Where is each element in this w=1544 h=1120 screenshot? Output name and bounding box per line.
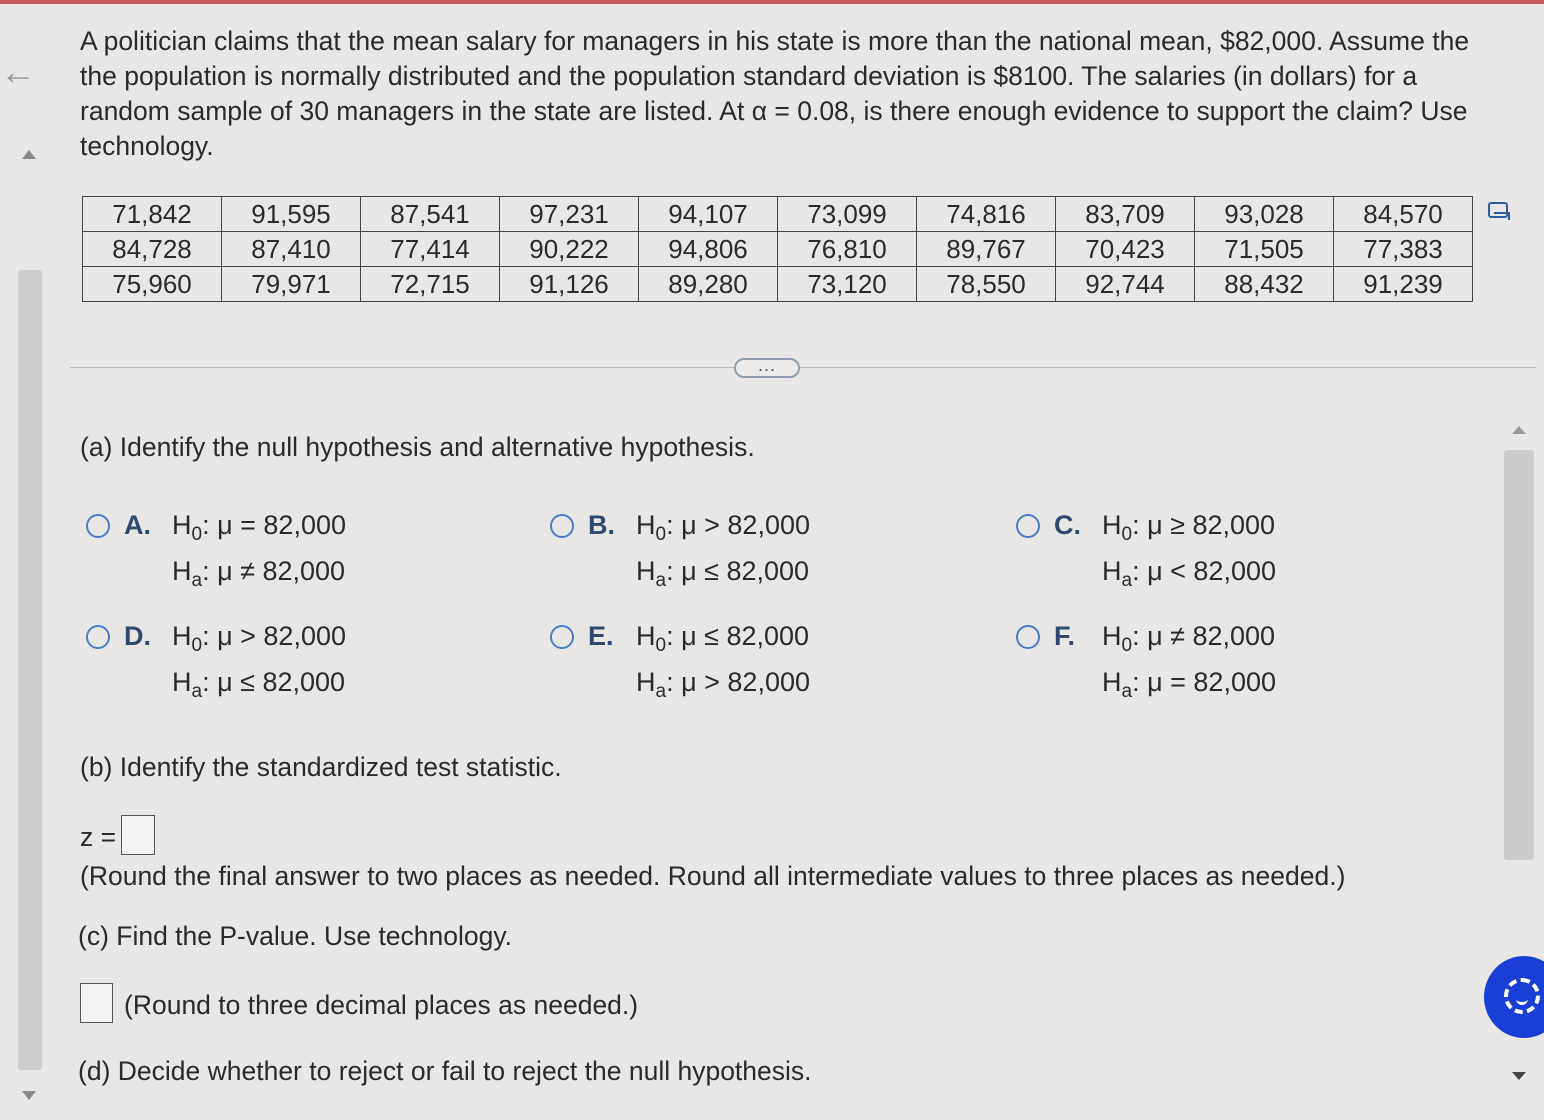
alt-hypothesis-value: μ ≤ 82,000 — [217, 667, 346, 697]
left-scrollbar[interactable] — [12, 150, 40, 1100]
h-symbol: H — [1102, 556, 1122, 586]
back-arrow-icon[interactable]: ← — [0, 51, 36, 92]
option-e[interactable] — [550, 621, 970, 711]
alt-hypothesis: $H_a$: μ < 82,000 — [1102, 556, 1277, 591]
table-cell: 72,715 — [361, 267, 500, 302]
null-hypothesis-value: μ ≤ 82,000 — [681, 621, 810, 651]
part-a-prompt: (a) Identify the null hypothesis and alternative hypothesis. — [80, 432, 755, 462]
part-b-prompt: (b) Identify the standardized test statistic. — [80, 752, 562, 782]
question-line: random sample of 30 managers in the state are listed. At α = 0.08, is there enough evidence to support the claim? Use — [80, 96, 1468, 126]
part-c-note: (Round to three decimal places as needed.) — [124, 990, 639, 1020]
question-line: the population is normally distributed and the population standard deviation is $8100. The salaries (in dollars) for a — [80, 61, 1418, 91]
h-subscript: a — [1121, 570, 1133, 591]
alt-hypothesis-value: μ < 82,000 — [1147, 556, 1277, 586]
option-d[interactable] — [86, 621, 506, 711]
null-hypothesis: $H_0$: μ > 82,000 — [636, 510, 811, 545]
table-cell: 91,126 — [500, 267, 639, 302]
option-letter: C. — [1054, 510, 1081, 540]
null-hypothesis: $H_0$: μ = 82,000 — [172, 510, 347, 545]
expand-more-button[interactable]: ... — [734, 358, 800, 378]
h-subscript: 0 — [1121, 635, 1133, 656]
null-hypothesis-value: μ ≥ 82,000 — [1147, 510, 1276, 540]
h-subscript: 0 — [191, 524, 203, 545]
table-row — [83, 197, 1473, 232]
null-hypothesis-value: μ > 82,000 — [681, 510, 811, 540]
h-symbol: H — [172, 556, 192, 586]
option-letter: D. — [124, 621, 151, 651]
option-b[interactable] — [550, 510, 970, 600]
table-row — [83, 232, 1473, 267]
h-subscript: 0 — [1121, 524, 1133, 545]
h-subscript: 0 — [655, 635, 667, 656]
h-subscript: a — [655, 681, 667, 702]
h-symbol: H — [1102, 667, 1122, 697]
null-hypothesis-value: μ ≠ 82,000 — [1147, 621, 1276, 651]
table-cell: 74,816 — [917, 197, 1056, 232]
table-cell: 94,107 — [639, 197, 778, 232]
scroll-down-icon[interactable] — [1512, 1072, 1526, 1080]
table-cell: 79,971 — [222, 267, 361, 302]
z-label: z = — [80, 822, 117, 852]
salary-data-table — [82, 196, 1473, 302]
option-f[interactable] — [1016, 621, 1436, 711]
table-cell: 91,595 — [222, 197, 361, 232]
alt-hypothesis: $H_a$: μ ≤ 82,000 — [636, 556, 810, 591]
alt-hypothesis: $H_a$: μ = 82,000 — [1102, 667, 1277, 702]
radio-button[interactable] — [86, 625, 110, 649]
null-hypothesis: $H_0$: μ ≤ 82,000 — [636, 621, 810, 656]
alt-hypothesis: $H_a$: μ ≤ 82,000 — [172, 667, 346, 702]
alt-hypothesis-value: μ = 82,000 — [1147, 667, 1277, 697]
null-hypothesis-value: μ > 82,000 — [217, 621, 347, 651]
table-cell: 73,120 — [778, 267, 917, 302]
table-cell: 78,550 — [917, 267, 1056, 302]
alt-hypothesis: $H_a$: μ ≠ 82,000 — [172, 556, 346, 591]
h-subscript: a — [1121, 681, 1133, 702]
table-cell: 89,280 — [639, 267, 778, 302]
table-cell: 77,383 — [1334, 232, 1473, 267]
table-cell: 90,222 — [500, 232, 639, 267]
null-hypothesis: $H_0$: μ ≥ 82,000 — [1102, 510, 1276, 545]
null-hypothesis: $H_0$: μ > 82,000 — [172, 621, 347, 656]
option-letter: F. — [1054, 621, 1076, 651]
table-cell: 77,414 — [361, 232, 500, 267]
table-cell: 75,960 — [83, 267, 222, 302]
table-row — [83, 267, 1473, 302]
h-symbol: H — [636, 667, 656, 697]
table-cell: 91,239 — [1334, 267, 1473, 302]
table-cell: 89,767 — [917, 232, 1056, 267]
scroll-track[interactable] — [18, 270, 42, 1070]
option-c[interactable] — [1016, 510, 1436, 600]
h-subscript: a — [191, 570, 203, 591]
table-cell: 93,028 — [1195, 197, 1334, 232]
h-symbol: H — [172, 510, 192, 540]
table-cell: 92,744 — [1056, 267, 1195, 302]
table-cell: 84,728 — [83, 232, 222, 267]
copy-data-icon[interactable] — [1488, 202, 1508, 218]
h-symbol: H — [636, 621, 656, 651]
scroll-thumb[interactable] — [1504, 450, 1534, 860]
h-subscript: 0 — [191, 635, 203, 656]
null-hypothesis: $H_0$: μ ≠ 82,000 — [1102, 621, 1276, 656]
h-subscript: a — [655, 570, 667, 591]
part-b-note: (Round the final answer to two places as needed. Round all intermediate values to three places as needed.) — [80, 861, 1346, 891]
null-hypothesis-value: μ = 82,000 — [217, 510, 347, 540]
option-letter: B. — [588, 510, 615, 540]
radio-button[interactable] — [550, 514, 574, 538]
part-d-prompt: (d) Decide whether to reject or fail to reject the null hypothesis. — [78, 1056, 812, 1086]
table-cell: 94,806 — [639, 232, 778, 267]
h-symbol: H — [1102, 621, 1122, 651]
table-cell: 71,505 — [1195, 232, 1334, 267]
radio-button[interactable] — [1016, 514, 1040, 538]
section-divider — [70, 367, 1536, 368]
table-cell: 76,810 — [778, 232, 917, 267]
alt-hypothesis-value: μ ≠ 82,000 — [217, 556, 346, 586]
question-line: A politician claims that the mean salary for managers in his state is more than the national mean, $82,000. Assume the — [80, 26, 1470, 56]
option-letter: E. — [588, 621, 614, 651]
h-symbol: H — [172, 621, 192, 651]
z-answer-input[interactable] — [121, 815, 155, 855]
help-gear-icon[interactable] — [1484, 956, 1544, 1038]
table-cell: 97,231 — [500, 197, 639, 232]
scroll-down-icon[interactable] — [22, 1091, 36, 1100]
h-symbol: H — [172, 667, 192, 697]
table-cell: 83,709 — [1056, 197, 1195, 232]
h-symbol: H — [636, 510, 656, 540]
h-subscript: 0 — [655, 524, 667, 545]
top-accent-bar — [0, 0, 1544, 4]
scroll-up-icon[interactable] — [1512, 426, 1526, 434]
table-cell: 87,541 — [361, 197, 500, 232]
alt-hypothesis-value: μ > 82,000 — [681, 667, 811, 697]
alt-hypothesis: $H_a$: μ > 82,000 — [636, 667, 811, 702]
table-cell: 73,099 — [778, 197, 917, 232]
h-symbol: H — [636, 556, 656, 586]
question-text — [80, 24, 1520, 164]
option-a[interactable] — [86, 510, 506, 600]
scroll-up-icon[interactable] — [22, 150, 36, 159]
table-cell: 70,423 — [1056, 232, 1195, 267]
table-cell: 88,432 — [1195, 267, 1334, 302]
table-cell: 84,570 — [1334, 197, 1473, 232]
table-cell: 71,842 — [83, 197, 222, 232]
radio-button[interactable] — [1016, 625, 1040, 649]
radio-button[interactable] — [550, 625, 574, 649]
question-line: technology. — [80, 131, 214, 161]
alt-hypothesis-value: μ ≤ 82,000 — [681, 556, 810, 586]
table-cell: 87,410 — [222, 232, 361, 267]
p-value-answer-input[interactable] — [80, 983, 113, 1023]
part-c-prompt: (c) Find the P-value. Use technology. — [78, 921, 513, 951]
option-letter: A. — [124, 510, 151, 540]
h-symbol: H — [1102, 510, 1122, 540]
h-subscript: a — [191, 681, 203, 702]
radio-button[interactable] — [86, 514, 110, 538]
